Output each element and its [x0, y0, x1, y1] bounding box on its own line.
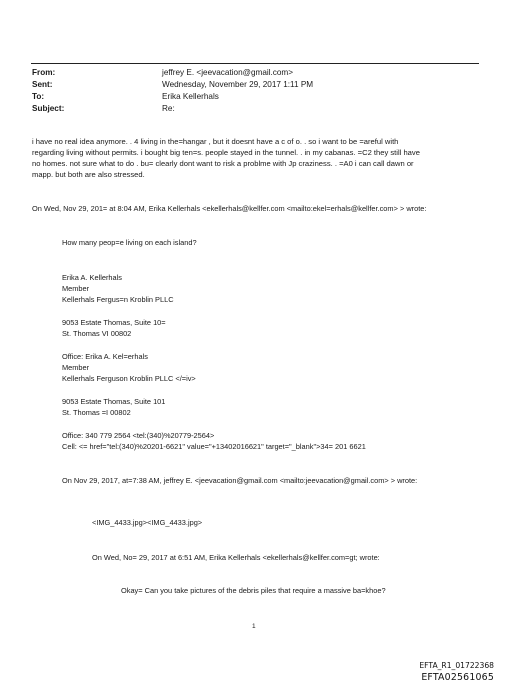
signature-firm: Kellerhals Fergus=n Kroblin PLLC [62, 295, 174, 304]
address-line: St. Thomas =I 00802 [62, 408, 131, 417]
quote-question: How many peop=e living on each island? [62, 238, 197, 247]
sent-value: Wednesday, November 29, 2017 1:11 PM [162, 80, 314, 89]
message-line: no homes. not sure what to do . bu= clearly dont want to risk a problme with Jp craziness. . =A0 i can call dawn or [32, 159, 414, 168]
message-line: regarding living without permits. i bought big ten=s. people stayed in the tunnel. . in my cabanas. =C2 they still have [32, 148, 420, 157]
message-line: mapp. but both are also stressed. [32, 170, 145, 179]
cell-phone: Cell: <= href="tel:(340)%20201-6621" value="+13402016621" target="_blank">34= 201 6621 [62, 442, 366, 451]
signature-title: Member [62, 284, 90, 293]
bates-number-1: EFTA_R1_01722368 [419, 661, 494, 670]
quote-message: Okay= Can you take pictures of the debris piles that require a massive ba=khoe? [121, 586, 386, 595]
address-line: 9053 Estate Thomas, Suite 101 [62, 397, 166, 406]
subject-value: Re: [162, 104, 175, 113]
address-line: 9053 Estate Thomas, Suite 10= [62, 318, 166, 327]
message-line: i have no real idea anymore. . 4 living in the=hangar , but it doesnt have a c of o. . so i want to be =areful with [32, 137, 399, 146]
page-number: 1 [252, 623, 256, 630]
from-label: From: [32, 68, 56, 77]
signature-title: Member [62, 363, 90, 372]
subject-label: Subject: [32, 104, 65, 113]
signature-name: Office: Erika A. Kel=erhals [62, 352, 148, 361]
quote-intro: On Nov 29, 2017, at=7:38 AM, jeffrey E. <jeevacation@gmail.com <mailto:jeevacation@gmail.com> > wrote: [62, 476, 418, 485]
to-value: Erika Kellerhals [162, 92, 219, 101]
quote-intro: On Wed, No= 29, 2017 at 6:51 AM, Erika Kellerhals <ekellerhals@kellfer.com=gt; wrote: [92, 553, 380, 562]
quote-intro: On Wed, Nov 29, 201= at 8:04 AM, Erika Kellerhals <ekellerhals@kellfer.com <mailto:ekel=erhals@kellfer.com> > wrote: [32, 204, 427, 213]
office-phone: Office: 340 779 2564 <tel:(340)%20779-2564> [62, 431, 215, 440]
header-divider [31, 63, 479, 64]
attachments: <IMG_4433.jpg><IMG_4433.jpg> [92, 518, 203, 527]
signature-firm: Kellerhals Ferguson Kroblin PLLC </=iv> [62, 374, 196, 383]
to-label: To: [32, 92, 45, 101]
signature-name: Erika A. Kellerhals [62, 273, 122, 282]
bates-number-2: EFTA02561065 [421, 672, 494, 683]
from-value: jeffrey E. <jeevacation@gmail.com> [162, 68, 294, 77]
sent-label: Sent: [32, 80, 53, 89]
address-line: St. Thomas VI 00802 [62, 329, 132, 338]
